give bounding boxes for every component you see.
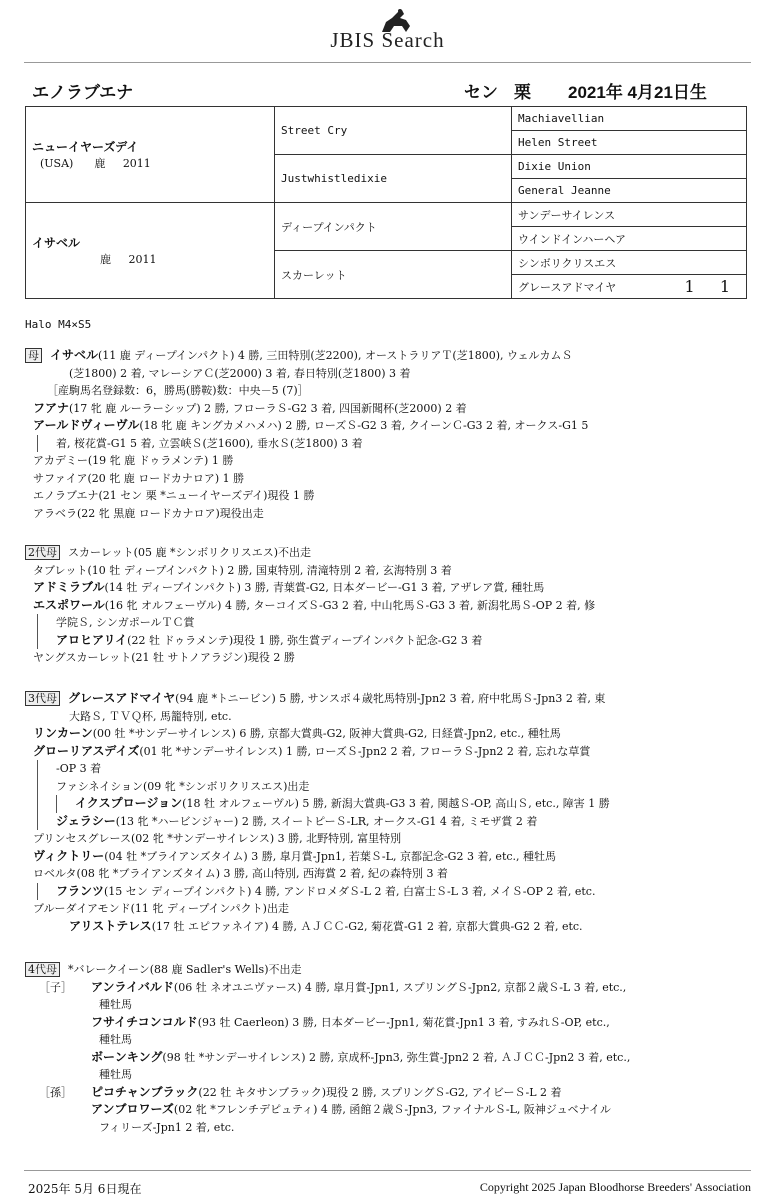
progeny-link[interactable]: アンライバルド bbox=[91, 979, 174, 994]
progeny-link[interactable]: アドミラブル bbox=[33, 580, 105, 594]
progeny-item: サファイア(20 牝 鹿 ロードカナロア) 1 勝 bbox=[33, 471, 245, 485]
progeny-item: アラベラ(22 牝 黒鹿 ロードカナロア)現役出走 bbox=[33, 506, 264, 520]
horse-header bbox=[32, 78, 752, 100]
progeny-link[interactable]: フアナ bbox=[33, 400, 70, 415]
progeny-item: ブルーダイアモンド(11 牝 ディープインパクト)出走 bbox=[33, 902, 289, 915]
progeny-link[interactable]: アンブロワーズ bbox=[91, 1102, 174, 1116]
progeny-item: ヤングスカーレット(21 牡 サトノアラジン)現役 2 勝 bbox=[33, 651, 295, 664]
third-dam-record-cont: 大路Ｓ, ＴＶＱ杯, 馬籠特別, etc. bbox=[69, 709, 232, 723]
progeny-link[interactable]: アールドヴィーヴル bbox=[33, 418, 140, 432]
sire-color: 鹿 bbox=[94, 157, 106, 170]
sire-year: 2011 bbox=[122, 157, 151, 170]
cross-marks: 1 1 bbox=[684, 277, 740, 296]
dam-color: 鹿 bbox=[100, 253, 111, 266]
progeny-link[interactable]: フランツ bbox=[56, 883, 105, 898]
label-child: ［子］ bbox=[39, 980, 72, 994]
progeny-item: アカデミー(19 牝 鹿 ドゥラメンテ) 1 勝 bbox=[33, 454, 234, 467]
progeny-record-cont: フィリーズ-Jpn1 2 着, etc. bbox=[99, 1120, 235, 1134]
third-dam-tag: 3代母 bbox=[25, 691, 60, 706]
dam-section bbox=[25, 347, 745, 522]
pedigree-sss[interactable]: Machiavellian bbox=[512, 107, 747, 131]
progeny-record: (22 牡 ドゥラメンテ)現役 1 勝, 弥生賞ディープインパクト記念-G2 3 着 bbox=[127, 633, 483, 647]
progeny-item: エノラブエナ(21 セン 栗 *ニューイヤーズデイ)現役 1 勝 bbox=[33, 489, 315, 502]
horse-sex: セン bbox=[464, 83, 498, 102]
second-dam-section bbox=[25, 544, 745, 667]
pedigree-sds[interactable]: Dixie Union bbox=[512, 155, 747, 179]
progeny-link[interactable]: ピコチャンブラック bbox=[91, 1084, 199, 1099]
pedigree-dd[interactable]: スカーレット bbox=[275, 251, 512, 299]
progeny-record-cont: 着, 桜花賞-G1 5 着, 立雲峡Ｓ(芝1600), 垂水Ｓ(芝1800) 3 着 bbox=[37, 435, 745, 453]
label-grandchild: ［孫］ bbox=[39, 1085, 72, 1099]
progeny-item: ファシネイション(09 牝 *シンボリクリスエス)出走 bbox=[37, 778, 745, 796]
progeny-link[interactable]: フサイチコンコルド bbox=[91, 1014, 198, 1029]
pedigree-sd[interactable]: Justwhistledixie bbox=[275, 155, 512, 203]
progeny-record: (14 牡 ディープインパクト) 3 勝, 青葉賞-G2, 日本ダービー-G1 3 着, アザレア賞, 種牡馬 bbox=[104, 581, 545, 594]
pedigree-ds[interactable]: ディープインパクト bbox=[275, 203, 512, 251]
progeny-record: (02 牝 *フレンチデピュティ) 4 勝, 函館２歳Ｓ-Jpn3, ファイナルＳ-L, 阪神ジュベナイル bbox=[173, 1103, 611, 1116]
progeny-record: (17 牡 エピファネイア) 4 勝, ＡＪＣＣ-G2, 菊花賞-G1 2 着, 京都大賞典-G2 2 着, etc. bbox=[151, 919, 583, 933]
fourth-dam-section bbox=[25, 961, 745, 1136]
dam-progeny-summary: ［産駒馬名登録数：6，勝馬(勝鞍)数：中央－5 (7)］ bbox=[47, 384, 309, 397]
progeny-link[interactable]: ヴィクトリー bbox=[33, 848, 105, 863]
progeny-record-cont: 学院Ｓ, シンガポールＴＣ賞 bbox=[37, 614, 745, 632]
progeny-link[interactable]: アロヒアリイ bbox=[56, 632, 128, 647]
copyright: Copyright 2025 Japan Bloodhorse Breeders' Association bbox=[479, 1180, 751, 1194]
second-dam-tag: 2代母 bbox=[25, 545, 60, 560]
fourth-dam-head: *バレークイーン(88 鹿 Sadler's Wells)不出走 bbox=[68, 963, 302, 976]
pedigree-ddd[interactable] bbox=[512, 275, 747, 299]
second-dam-head: スカーレット(05 鹿 *シンボリクリスエス)不出走 bbox=[68, 546, 312, 559]
pedigree-ddd-name[interactable]: グレースアドマイヤ bbox=[518, 280, 617, 294]
jbis-logo[interactable] bbox=[0, 8, 775, 53]
progeny-record: (22 牡 キタサンブラック)現役 2 勝, スプリングＳ-G2, アイビーＳ-L 2 着 bbox=[198, 1085, 562, 1099]
pedigree-dsd[interactable]: ウインドインハーヘア bbox=[512, 227, 747, 251]
pedigree-dss[interactable]: サンデーサイレンス bbox=[512, 203, 747, 227]
fourth-dam-tag: 4代母 bbox=[25, 962, 60, 977]
progeny-record: (16 牝 オルフェーヴル) 4 勝, ターコイズＳ-G3 2 着, 中山牝馬Ｓ-G3 3 着, 新潟牝馬Ｓ-OP 2 着, 修 bbox=[104, 598, 596, 612]
progeny-record: (98 牡 *サンデーサイレンス) 2 勝, 京成杯-Jpn3, 弥生賞-Jpn2 2 着, ＡＪＣＣ-Jpn2 3 着, etc., bbox=[162, 1050, 631, 1064]
dam-record-cont: (芝1800) 2 着, マレーシアＣ(芝2000) 3 着, 春日特別(芝1800) 3 着 bbox=[69, 366, 411, 380]
horse-color: 栗 bbox=[514, 83, 531, 102]
progeny-item: プリンセスグレース(02 牝 *サンデーサイレンス) 3 勝, 北野特別, 富里特別 bbox=[33, 832, 402, 845]
logo-text: JBIS Search bbox=[330, 28, 445, 52]
sire-country: (USA) bbox=[40, 157, 74, 170]
progeny-item: ロベルタ(08 牝 *ブライアンズタイム) 3 勝, 高山特別, 西海賞 2 着, 紀の森特別 3 着 bbox=[33, 867, 448, 880]
progeny-record-cont: 種牡馬 bbox=[99, 1068, 132, 1081]
pedigree-sire bbox=[26, 107, 275, 203]
top-divider bbox=[24, 62, 751, 63]
progeny-link[interactable]: リンカーン bbox=[33, 726, 93, 740]
progeny-record: (17 牝 鹿 ルーラーシップ) 2 勝, フローラＳ-G2 3 着, 四国新聞杯(芝2000) 2 着 bbox=[69, 401, 467, 415]
progeny-link[interactable]: ボーンキング bbox=[91, 1049, 163, 1064]
horse-name: エノラブエナ bbox=[32, 83, 134, 102]
horse-rider-icon bbox=[376, 8, 416, 34]
pedigree-ssd[interactable]: Helen Street bbox=[512, 131, 747, 155]
as-of-date: 2025年 5月 6日現在 bbox=[28, 1182, 142, 1196]
pedigree-ss[interactable]: Street Cry bbox=[275, 107, 512, 155]
pedigree-table bbox=[25, 106, 747, 299]
progeny-record: (04 牡 *ブライアンズタイム) 3 勝, 皐月賞-Jpn1, 若葉Ｓ-L, 京都記念-G2 3 着, etc., 種牡馬 bbox=[104, 849, 557, 863]
progeny-item: タブレット(10 牡 ディープインパクト) 2 勝, 国東特別, 清滝特別 2 着, 玄海特別 3 着 bbox=[33, 563, 452, 577]
pedigree-dam bbox=[26, 203, 275, 299]
horse-birthdate: 2021年 4月21日生 bbox=[568, 83, 707, 102]
progeny-record-cont: 種牡馬 bbox=[99, 1033, 132, 1046]
dam-record: (11 鹿 ディープインパクト) 4 勝, 三田特別(芝2200), オーストラリアＴ(芝1800), ウェルカムＳ bbox=[98, 349, 573, 362]
dam-year: 2011 bbox=[128, 253, 157, 266]
progeny-record: (18 牡 オルフェーヴル) 5 勝, 新潟大賞典-G3 3 着, 関越Ｓ-OP, 高山Ｓ, etc., 障害 1 勝 bbox=[182, 797, 610, 810]
progeny-record: (06 牡 ネオユニヴァース) 4 勝, 皐月賞-Jpn1, スプリングＳ-Jpn2, 京都２歳Ｓ-L 3 着, etc., bbox=[173, 980, 627, 994]
progeny-record: (93 牡 Caerleon) 3 勝, 日本ダービー-Jpn1, 菊花賞-Jpn1 3 着, すみれＳ-OP, etc., bbox=[197, 1015, 610, 1029]
progeny-record: (00 牡 *サンデーサイレンス) 6 勝, 京都大賞典-G2, 阪神大賞典-G2, 日経賞-Jpn2, etc., 種牡馬 bbox=[92, 727, 561, 740]
bottom-divider bbox=[24, 1170, 751, 1171]
pedigree-dds[interactable]: シンボリクリスエス bbox=[512, 251, 747, 275]
third-dam-name[interactable]: グレースアドマイヤ bbox=[68, 691, 176, 705]
progeny-link[interactable]: ジェラシー bbox=[56, 813, 116, 828]
dam-name[interactable]: イサベル bbox=[32, 236, 81, 250]
progeny-record-cont: -OP 3 着 bbox=[37, 760, 745, 778]
progeny-record: (15 セン ディープインパクト) 4 勝, アンドロメダＳ-L 2 着, 白富士Ｓ-L 3 着, メイＳ-OP 2 着, etc. bbox=[104, 884, 596, 898]
dam-tag: 母 bbox=[25, 348, 42, 363]
progeny-record: (01 牝 *サンデーサイレンス) 1 勝, ローズＳ-Jpn2 2 着, フローラＳ-Jpn2 2 着, 忘れな草賞 bbox=[139, 744, 591, 758]
progeny-record: (18 牝 鹿 キングカメハメハ) 2 勝, ローズＳ-G2 3 着, クイーンＣ-G3 2 着, オークス-G1 5 bbox=[139, 419, 589, 432]
progeny-link[interactable]: イクスプロージョン bbox=[75, 796, 183, 810]
dam-name-link[interactable]: イサベル bbox=[50, 348, 99, 362]
sire-name[interactable]: ニューイヤーズデイ bbox=[32, 140, 139, 154]
third-dam-section bbox=[25, 690, 745, 935]
progeny-link[interactable]: エスポワール bbox=[33, 597, 105, 612]
progeny-link[interactable]: グローリアスデイズ bbox=[33, 743, 140, 758]
pedigree-sdd[interactable]: General Jeanne bbox=[512, 179, 747, 203]
third-dam-record: (94 鹿 *トニービン) 5 勝, サンスポ４歳牝馬特別-Jpn2 3 着, 府中牝馬Ｓ-Jpn3 2 着, 東 bbox=[175, 692, 606, 705]
progeny-record: (13 牝 *ハービンジャー) 2 勝, スイートピーＳ-LR, オークス-G1 4 着, ミモザ賞 2 着 bbox=[115, 814, 538, 828]
progeny-record-cont: 種牡馬 bbox=[99, 998, 132, 1011]
progeny-link[interactable]: アリストテレス bbox=[69, 918, 152, 933]
inbreeding-note: Halo M4×S5 bbox=[25, 318, 92, 331]
